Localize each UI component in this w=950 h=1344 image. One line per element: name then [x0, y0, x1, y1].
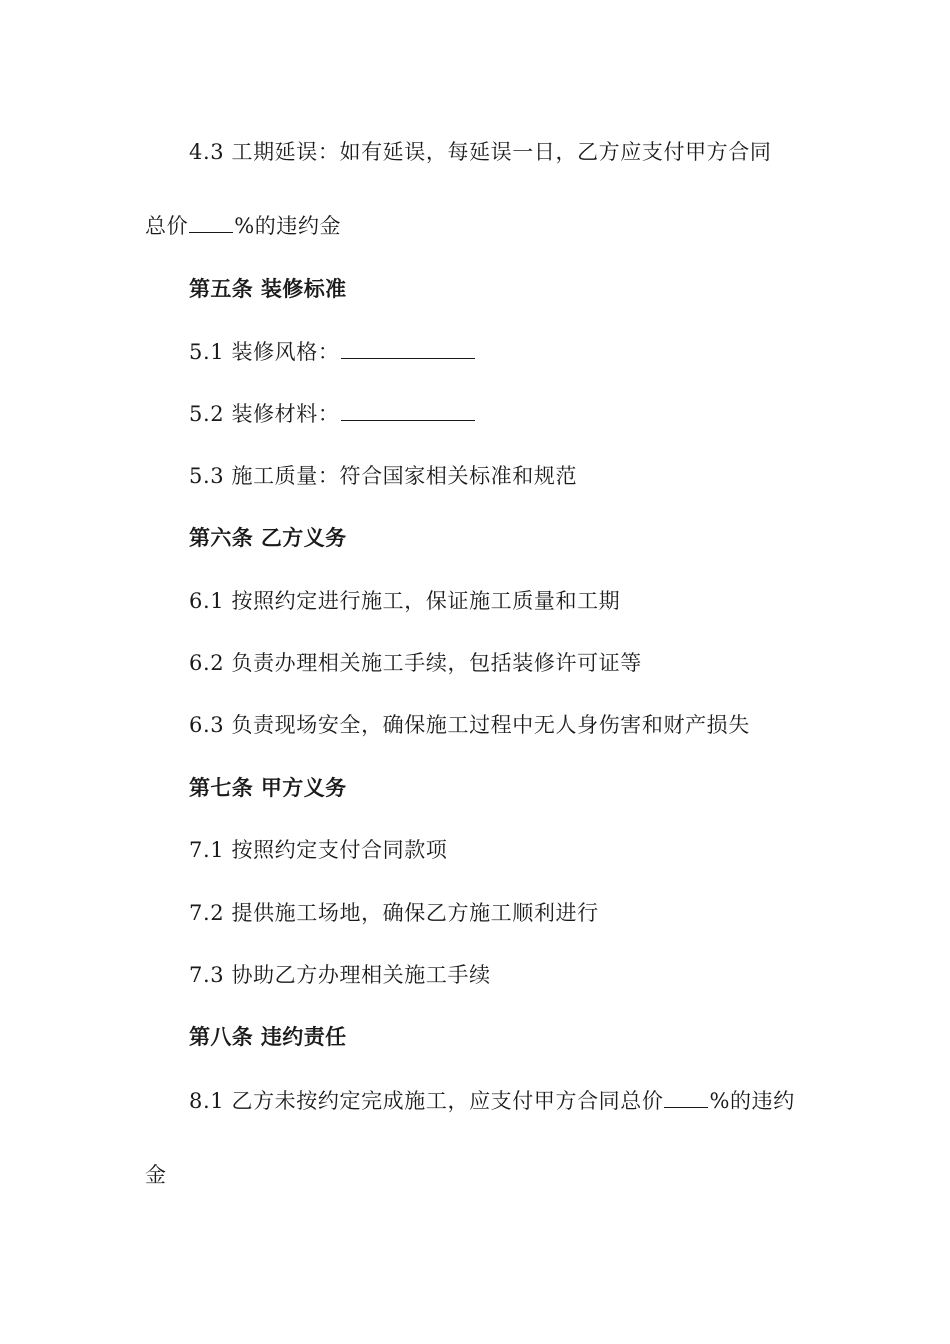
clause-7-1: 7.1 按照约定支付合同款项	[189, 838, 448, 862]
clause-8-1-text-after: %的违约	[709, 1089, 795, 1113]
article-5-heading: 第五条 装修标准	[189, 277, 347, 301]
clause-8-1-text-before: 8.1 乙方未按约定完成施工，应支付甲方合同总价	[189, 1089, 664, 1113]
decoration-style-blank	[341, 338, 475, 359]
clause-5-2-label: 5.2 装修材料：	[189, 402, 340, 426]
clause-6-2: 6.2 负责办理相关施工手续，包括装修许可证等	[189, 651, 642, 675]
clause-8-1-line-2: 金	[145, 1163, 167, 1187]
clause-5-1	[189, 338, 476, 366]
clause-5-2	[189, 400, 476, 428]
decoration-material-blank	[341, 400, 475, 421]
penalty-percentage-blank	[664, 1087, 708, 1108]
article-8-heading: 第八条 违约责任	[189, 1025, 347, 1049]
clause-7-2: 7.2 提供施工场地，确保乙方施工顺利进行	[189, 901, 599, 925]
clause-4-3-line-2	[145, 212, 341, 240]
clause-6-1: 6.1 按照约定进行施工，保证施工质量和工期	[189, 589, 621, 613]
article-7-heading: 第七条 甲方义务	[189, 776, 347, 800]
clause-8-1-line-1	[189, 1087, 795, 1115]
clause-7-3: 7.3 协助乙方办理相关施工手续	[189, 963, 491, 987]
clause-5-1-label: 5.1 装修风格：	[189, 340, 340, 364]
clause-4-3-text-before: 总价	[145, 214, 189, 238]
percentage-blank	[189, 212, 233, 233]
clause-4-3-line-1: 4.3 工期延误：如有延误，每延误一日，乙方应支付甲方合同	[189, 140, 772, 164]
article-6-heading: 第六条 乙方义务	[189, 526, 347, 550]
clause-6-3: 6.3 负责现场安全，确保施工过程中无人身伤害和财产损失	[189, 713, 750, 737]
clause-5-3: 5.3 施工质量：符合国家相关标准和规范	[189, 464, 578, 488]
clause-4-3-text-after: %的违约金	[234, 214, 342, 238]
